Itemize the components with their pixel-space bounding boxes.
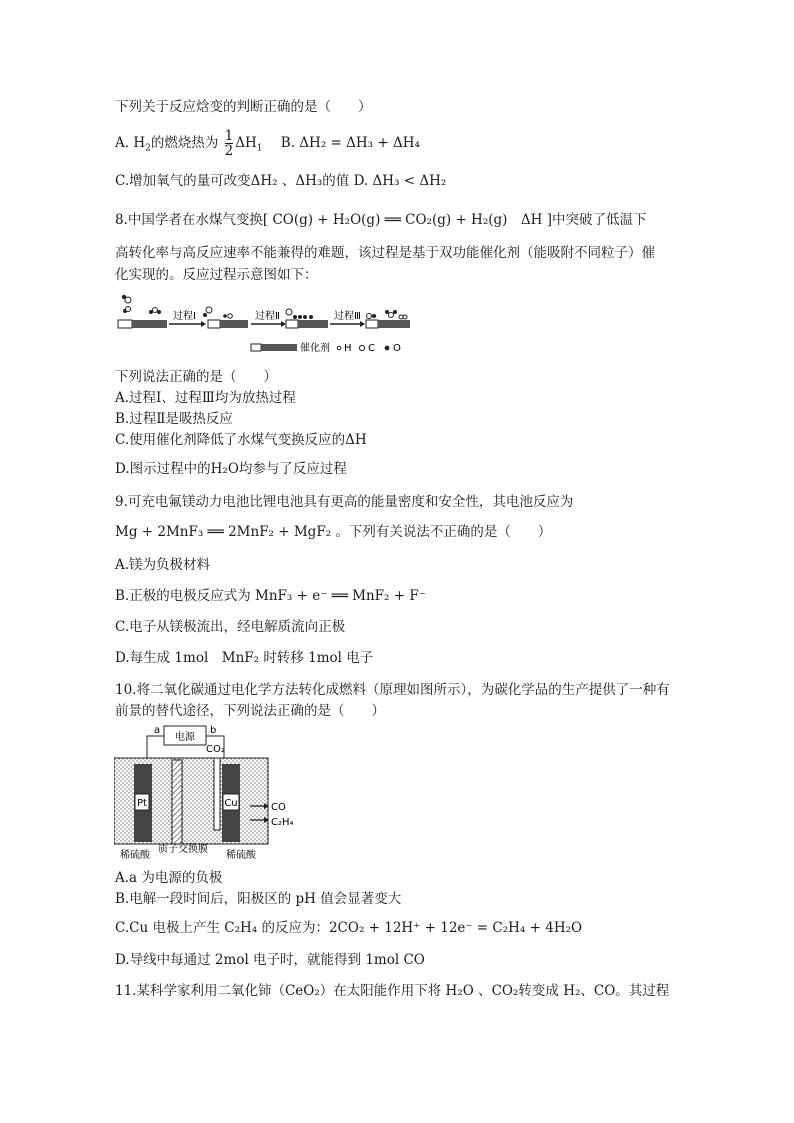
q8-line2: 高转化率与高反应速率不能兼得的难题，该过程是基于双功能催化剂（能吸附不同粒子）催 [115,245,655,261]
legend-c: C [368,343,375,354]
q8-line1: 8.中国学者在水煤气变换[ CO(g) + H₂O(g) ══ CO₂(g) + H₂(g) ΔH ]中突破了低温下 [115,212,647,228]
q10-option-a: A.a 为电源的负极 [115,870,223,886]
q9-option-d: D.每生成 1mol MnF₂ 时转移 1mol 电子 [115,650,374,666]
q7-option-b: B. ΔH₂ = ΔH₃ + ΔH₄ [280,135,420,151]
q7-option-a-b: A. $H_2$的燃烧热为 $\frac{1}{2}$ $\Delta H_1$ B. ΔH₂ = ΔH₃ + ΔH₄ [115,128,420,159]
fraction-numerator: 1 [224,128,234,144]
cu-label: Cu [224,798,238,809]
membrane-label: 质子交换膜 [158,844,208,855]
legend-catalyst: 催化剂 [300,343,330,354]
q9-line2: Mg + 2MnF₃ ══ 2MnF₂ + MgF₂ 。下列有关说法不正确的是（ ） [115,524,552,540]
co-label: CO [271,802,286,813]
terminal-a: a [154,725,161,736]
step3-label: 过程Ⅲ [334,311,361,322]
electrolysis-cell-svg [114,722,314,864]
co2-inlet-tube [214,758,220,830]
q9-line1: 9.可充电氟镁动力电池比锂电池具有更高的能量密度和安全性，其电池反应为 [115,494,574,510]
q8-option-a: A.过程Ⅰ、过程Ⅲ均为放热过程 [115,390,296,406]
co2-label: CO₂ [206,744,225,755]
h-atom [126,307,131,312]
q10-line1: 10.将二氧化碳通过电化学方法转化成燃料（原理如图所示），为碳化学品的生产提供了一种有 [115,682,670,698]
q7-option-a-tail: ΔH [235,135,257,151]
q8-option-c: C.使用催化剂降低了水煤气变换反应的ΔH [115,432,367,448]
pt-label: Pt [137,798,147,809]
legend-o: O [393,343,401,354]
q10-option-b: B.电解一段时间后，阳极区的 pH 值会显著变大 [115,891,402,907]
q8-stem: 下列说法正确的是（ ） [115,369,277,385]
catalyst-block [132,320,167,328]
q9-option-a: A.镁为负极材料 [115,557,211,573]
q8-option-d: D.图示过程中的H₂O均参与了反应过程 [115,461,347,477]
step1-label: 过程Ⅰ [173,311,196,322]
proton-exchange-membrane [172,760,182,844]
acid-right-label: 稀硫酸 [226,850,256,861]
q8-line3: 化实现的。反应过程示意图如下： [115,267,318,283]
catalyst-block [118,320,132,328]
terminal-b: b [210,725,217,736]
electrolysis-cell-diagram [114,722,314,864]
q9-option-c: C.电子从镁极流出，经电解质流向正极 [115,619,346,635]
q10-option-d: D.导线中每通过 2mol 电子时，就能得到 1mol CO [115,952,425,968]
legend-catalyst-swatch [251,344,261,351]
c-atom [125,297,131,303]
q7-option-c-d: C.增加氧气的量可改变ΔH₂ 、ΔH₃的值 D. ΔH₃ < ΔH₂ [115,173,447,189]
q7-option-a-prefix: A. H [115,135,146,151]
q7-option-a-mid: 的燃烧热为 [150,135,219,151]
q7-stem: 下列关于反应焓变的判断正确的是（ ） [115,99,372,115]
q10-line2: 前景的替代途径，下列说法正确的是（ ） [115,703,385,719]
q9-option-b: B.正极的电极反应式为 MnF₃ + e⁻ ══ MnF₂ + F⁻ [115,588,426,604]
legend-h: H [344,343,352,354]
q11-line1: 11.某科学家利用二氧化铈（CeO₂）在太阳能作用下将 H₂O 、CO₂转变成 H₂、CO。其过程 [115,983,670,999]
acid-left-label: 稀硫酸 [120,850,150,861]
power-label: 电源 [175,732,195,743]
reaction-process-diagram [115,292,425,358]
step2-label: 过程Ⅱ [255,311,280,322]
fraction-denominator: 2 [224,143,234,159]
c2h4-label: C₂H₄ [271,817,294,828]
fraction [225,129,234,158]
q10-option-c: C.Cu 电极上产生 C₂H₄ 的反应为：2CO₂ + 12H⁺ + 12e⁻ = C₂H₄ + 4H₂O [115,920,583,936]
q8-option-b: B.过程Ⅱ是吸热反应 [115,411,233,427]
reaction-process-svg [115,292,425,358]
